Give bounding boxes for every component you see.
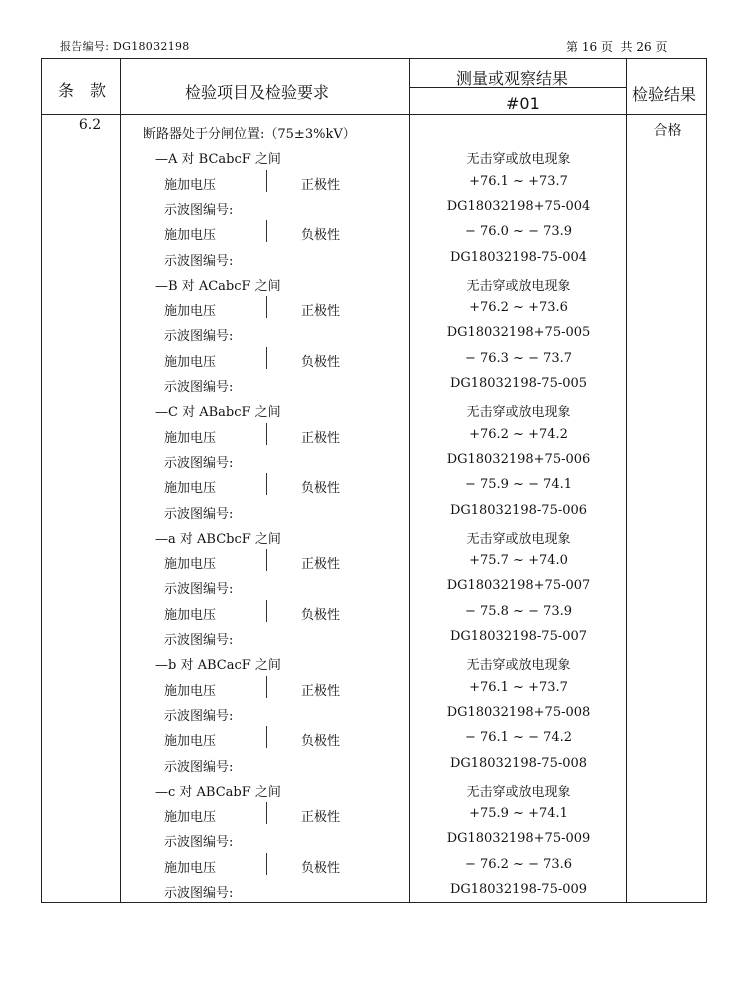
row-item: 施加电压	[164, 683, 217, 699]
row-result: 无击穿或放电现象	[466, 531, 571, 547]
table-row	[0, 246, 750, 271]
polarity-separator	[266, 802, 267, 824]
row-item: 示波图编号:	[164, 708, 234, 724]
table-row	[0, 524, 750, 549]
table-row	[0, 827, 750, 852]
row-result: 无击穿或放电现象	[466, 152, 571, 168]
row-item: 示波图编号:	[164, 633, 234, 648]
row-result: − 76.1 ~ − 74.2	[464, 730, 573, 746]
row-result: +76.1 ~ +73.7	[469, 173, 568, 189]
table-row	[0, 878, 750, 903]
row-result: DG18032198-75-005	[449, 376, 588, 391]
polarity-separator	[266, 853, 267, 875]
table-row	[0, 271, 750, 296]
table-row	[0, 296, 750, 321]
row-result: +76.2 ~ +73.6	[469, 300, 568, 316]
row-result: DG18032198-75-004	[449, 249, 588, 265]
row-result: − 76.2 ~ − 73.6	[464, 856, 573, 872]
table-row	[0, 119, 750, 144]
row-item: 施加电压	[164, 430, 217, 446]
polarity-separator	[266, 170, 267, 192]
table-row	[0, 170, 750, 195]
row-polarity: 正极性	[301, 430, 341, 446]
row-item: 施加电压	[164, 860, 217, 876]
row-result: 无击穿或放电现象	[466, 405, 571, 421]
row-item: 示波图编号:	[164, 506, 234, 522]
row-result: − 75.9 ~ − 74.1	[464, 477, 573, 493]
row-result: DG18032198-75-006	[449, 502, 588, 518]
row-result: +76.1 ~ +73.7	[469, 679, 568, 695]
row-item: 施加电压	[164, 481, 217, 497]
table-row	[0, 397, 750, 422]
polarity-separator	[266, 473, 267, 495]
row-item: 施加电压	[164, 354, 217, 370]
row-item: —A 对 BCabcF 之间	[155, 152, 281, 168]
row-item: 施加电压	[164, 607, 217, 623]
row-result: +75.7 ~ +74.0	[469, 553, 568, 569]
table-row	[0, 372, 750, 397]
table-row	[0, 701, 750, 726]
table-row	[0, 600, 750, 625]
table-row	[0, 650, 750, 675]
row-item: 施加电压	[164, 734, 217, 750]
table-row	[0, 574, 750, 599]
row-polarity: 负极性	[301, 607, 341, 623]
row-item: 施加电压	[164, 304, 217, 320]
polarity-separator	[266, 600, 267, 622]
row-item: 示波图编号:	[164, 582, 234, 598]
row-result: DG18032198-75-008	[449, 755, 588, 771]
header-measure: 测量或观察结果	[456, 69, 569, 88]
table-row	[0, 853, 750, 878]
row-result: 无击穿或放电现象	[466, 784, 571, 800]
row-item: 示波图编号:	[164, 253, 234, 269]
row-result: DG18032198+75-009	[446, 831, 591, 847]
header-clause: 条 款	[58, 81, 107, 100]
header-sample: #01	[506, 94, 540, 113]
row-polarity: 正极性	[301, 683, 341, 699]
row-item: 示波图编号:	[164, 886, 234, 901]
polarity-separator	[266, 549, 267, 571]
row-polarity: 正极性	[301, 557, 341, 573]
row-polarity: 负极性	[301, 734, 341, 750]
page-info: 第 16 页 共 26 页	[566, 40, 668, 54]
table-row	[0, 802, 750, 827]
row-item: 施加电压	[164, 810, 217, 826]
row-result: DG18032198+75-005	[446, 325, 591, 341]
row-result: DG18032198-75-009	[449, 882, 588, 897]
table-row	[0, 220, 750, 245]
row-result: − 75.8 ~ − 73.9	[464, 603, 573, 619]
row-result: DG18032198+75-006	[446, 451, 591, 467]
table-row	[0, 625, 750, 650]
row-result: 无击穿或放电现象	[466, 278, 571, 294]
row-item: 示波图编号:	[164, 835, 234, 851]
row-result: DG18032198-75-007	[449, 629, 588, 644]
row-item: —b 对 ABCacF 之间	[155, 658, 281, 674]
row-result: DG18032198+75-004	[446, 198, 591, 214]
row-result: − 76.3 ~ − 73.7	[464, 350, 573, 366]
row-item: —a 对 ABCbcF 之间	[155, 531, 281, 547]
table-row	[0, 777, 750, 802]
table-row	[0, 473, 750, 498]
row-result: DG18032198+75-007	[446, 578, 591, 594]
row-polarity: 负极性	[301, 228, 341, 244]
table-row	[0, 549, 750, 574]
polarity-separator	[266, 423, 267, 445]
row-item: —B 对 ACabcF 之间	[155, 278, 281, 294]
verdict-value: 合格	[653, 123, 682, 139]
header-bottom-line	[42, 114, 706, 115]
row-polarity: 正极性	[301, 810, 341, 826]
table-row	[0, 448, 750, 473]
row-item: 示波图编号:	[164, 455, 234, 471]
polarity-separator	[266, 676, 267, 698]
table-row	[0, 752, 750, 777]
report-number: 报告编号: DG18032198	[60, 40, 190, 53]
row-item: —C 对 ABabcF 之间	[155, 405, 281, 421]
row-polarity: 正极性	[301, 304, 341, 320]
clause-number: 6.2	[78, 117, 102, 133]
polarity-separator	[266, 347, 267, 369]
table-row	[0, 499, 750, 524]
table-row	[0, 347, 750, 372]
row-item: 示波图编号:	[164, 202, 234, 218]
row-polarity: 负极性	[301, 354, 341, 370]
polarity-separator	[266, 220, 267, 242]
header-item: 检验项目及检验要求	[185, 83, 330, 102]
row-result: − 76.0 ~ − 73.9	[464, 224, 573, 240]
table-row	[0, 423, 750, 448]
row-item: 施加电压	[164, 557, 217, 573]
row-polarity: 负极性	[301, 481, 341, 497]
table-row	[0, 195, 750, 220]
row-item: 示波图编号:	[164, 380, 234, 395]
table-row	[0, 144, 750, 169]
row-result: 无击穿或放电现象	[466, 658, 571, 674]
row-polarity: 正极性	[301, 177, 341, 193]
header-verdict: 检验结果	[632, 85, 697, 104]
row-item: —c 对 ABCabF 之间	[155, 784, 281, 800]
polarity-separator	[266, 296, 267, 318]
row-item: 示波图编号:	[164, 759, 234, 775]
table-row	[0, 676, 750, 701]
row-item: 示波图编号:	[164, 329, 234, 345]
row-result: +75.9 ~ +74.1	[469, 806, 568, 822]
table-row	[0, 321, 750, 346]
row-item: 施加电压	[164, 177, 217, 193]
polarity-separator	[266, 726, 267, 748]
row-polarity: 负极性	[301, 860, 341, 876]
row-item: 断路器处于分闸位置:（75±3%kV）	[143, 127, 356, 142]
row-result: DG18032198+75-008	[446, 704, 591, 720]
table-row	[0, 726, 750, 751]
row-result: +76.2 ~ +74.2	[469, 426, 568, 442]
row-item: 施加电压	[164, 228, 217, 244]
